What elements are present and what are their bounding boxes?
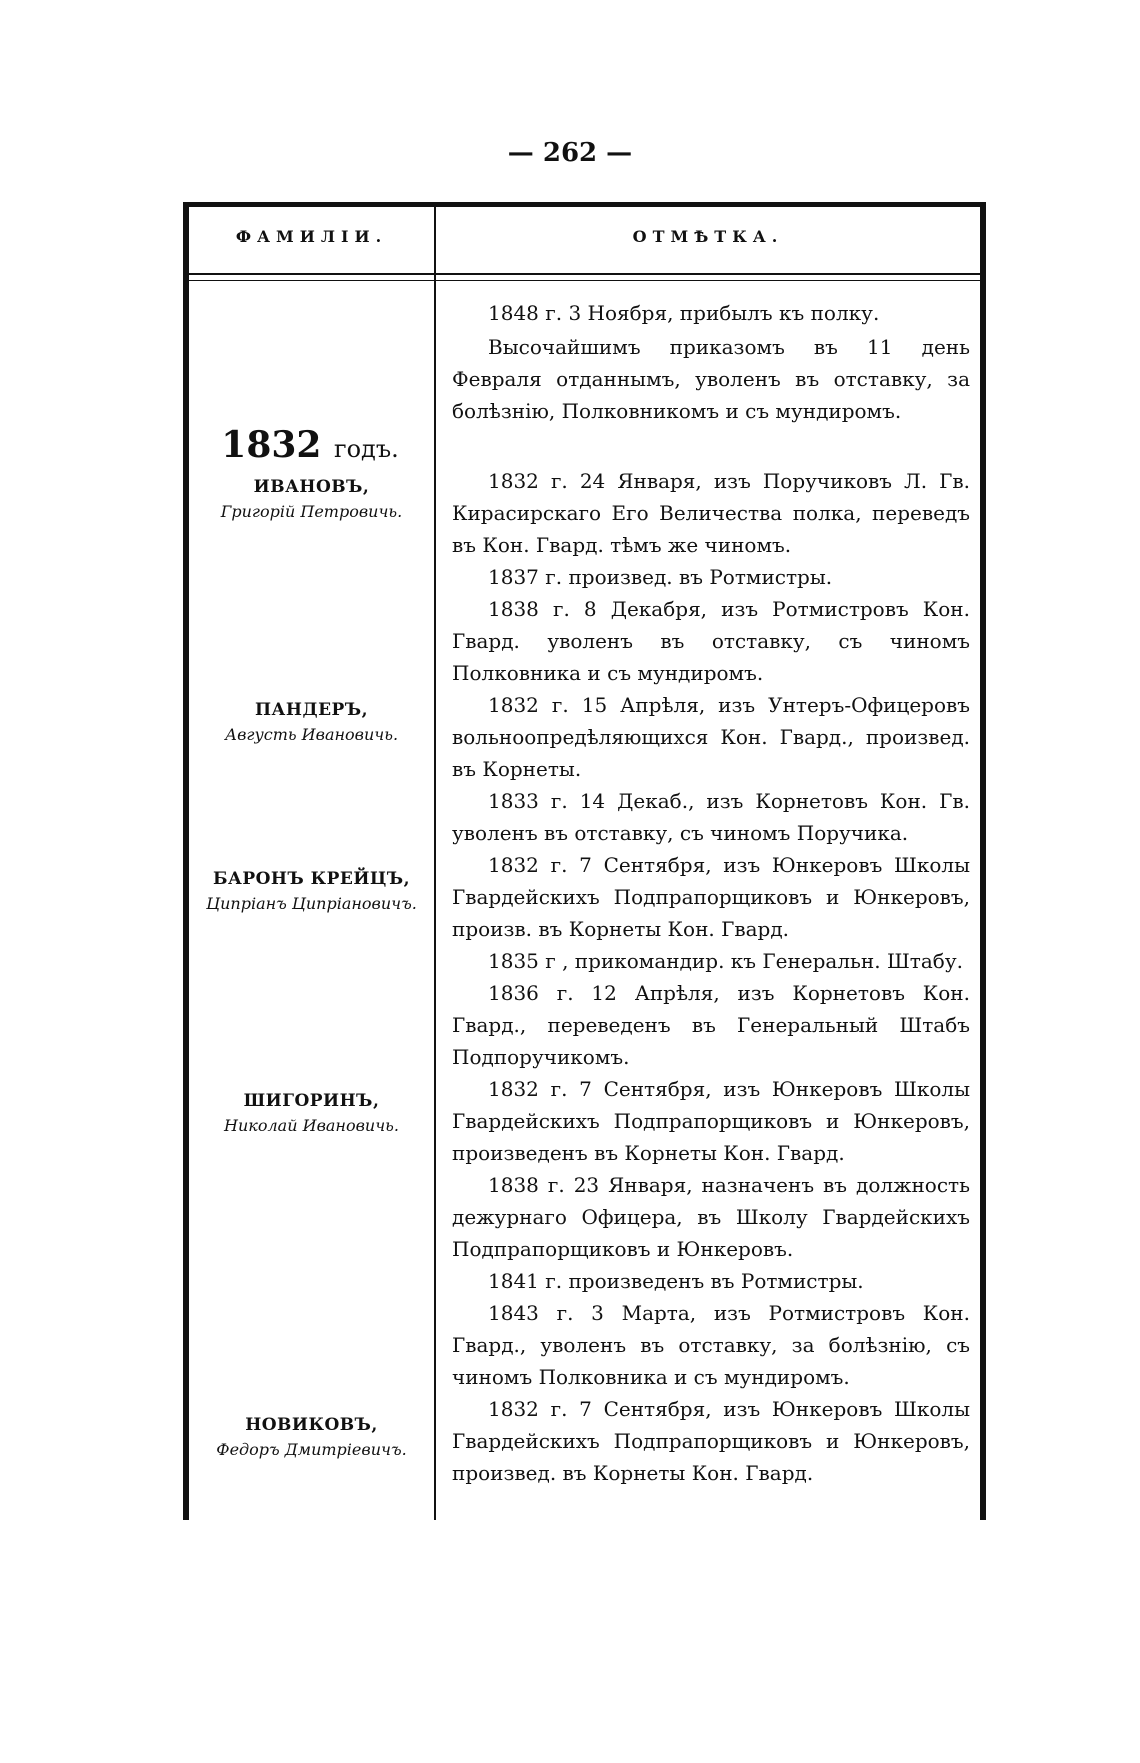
person-entry xyxy=(189,1412,434,1462)
table-frame-top xyxy=(183,202,985,207)
note-entry: 1848 г. 3 Ноября, прибылъ къ полку. xyxy=(488,301,880,325)
person-entry xyxy=(189,697,434,747)
person-surname: ПАНДЕРЪ, xyxy=(255,700,368,720)
person-given-name: Григорій Петровичь. xyxy=(220,502,403,521)
person-entry xyxy=(189,1088,434,1138)
person-given-name: Августь Ивановичь. xyxy=(224,725,399,744)
note-entry: Высочайшимъ приказомъ въ 11 день Февраля отданнымъ, уволенъ въ отставку, за болѣзнію, Полковникомъ и съ мундиромъ. xyxy=(452,335,970,423)
note-entry: 1832 г. 15 Апрѣля, изъ Унтеръ-Офицеровъ вольноопредѣляющихся Кон. Гвард., произвед. въ Корнеты. xyxy=(452,693,970,781)
note-entry: 1832 г. 7 Сентября, изъ Юнкеровъ Школы Гвардейскихъ Подпрапорщиковъ и Юнкеровъ, произведенъ въ Корнеты Кон. Гвард. xyxy=(452,1077,970,1165)
year-heading xyxy=(195,425,425,469)
note-entry: 1835 г , прикомандир. къ Генеральн. Штабу. xyxy=(488,949,963,973)
person-surname: БАРОНЪ КРЕЙЦЪ, xyxy=(212,869,411,889)
person-surname: ИВАНОВЪ, xyxy=(253,477,370,497)
note-entry: 1832 г. 7 Сентября, изъ Юнкеровъ Школы Гвардейскихъ Подпрапорщиковъ и Юнкеровъ, произв. въ Корнеты Кон. Гвард. xyxy=(452,853,970,941)
header-rule xyxy=(189,273,980,275)
note-entry: 1843 г. 3 Марта, изъ Ротмистровъ Кон. Гвард., уволенъ въ отставку, за болѣзнію, съ чиномъ Полковника и съ мундиромъ. xyxy=(452,1301,970,1389)
column-divider xyxy=(434,207,436,1520)
person-given-name: Ципріанъ Ципріановичъ. xyxy=(206,894,417,913)
person-given-name: Николай Ивановичь. xyxy=(224,1116,399,1135)
note-entry: 1836 г. 12 Апрѣля, изъ Корнетовъ Кон. Гвард., переведенъ въ Генеральный Штабъ Подпоручикомъ. xyxy=(452,981,970,1069)
person-given-name: Федоръ Дмитріевичъ. xyxy=(216,1440,407,1459)
person-surname: НОВИКОВЪ, xyxy=(245,1415,378,1435)
year-word: годъ. xyxy=(334,435,399,463)
person-entry xyxy=(189,866,434,916)
table-frame-right xyxy=(980,202,986,1520)
person-entry xyxy=(189,474,434,524)
year-number: 1832 xyxy=(221,424,322,466)
note-entry: 1837 г. произвед. въ Ротмистры. xyxy=(488,565,833,589)
person-surname: ШИГОРИНЪ, xyxy=(243,1091,380,1111)
note-entry: 1838 г. 23 Января, назначенъ въ должность дежурнаго Офицера, въ Школу Гвардейскихъ Подпрапорщиковъ и Юнкеровъ. xyxy=(452,1173,970,1261)
note-entry: 1838 г. 8 Декабря, изъ Ротмистровъ Кон. Гвард. уволенъ въ отставку, съ чиномъ Полковника и съ мундиромъ. xyxy=(452,597,970,685)
header-rule-thin xyxy=(189,280,980,281)
note-entry: 1841 г. произведенъ въ Ротмистры. xyxy=(488,1269,864,1293)
note-entry: 1833 г. 14 Декаб., изъ Корнетовъ Кон. Гв. уволенъ въ отставку, съ чиномъ Поручика. xyxy=(452,789,970,845)
notes-column-header: ОТМѢТКА. xyxy=(632,227,784,246)
names-column-header: ФАМИЛІИ. xyxy=(235,227,388,246)
page-number: — 262 — xyxy=(507,138,633,168)
note-entry: 1832 г. 7 Сентября, изъ Юнкеровъ Школы Гвардейскихъ Подпрапорщиковъ и Юнкеровъ, произвед. въ Корнеты Кон. Гвард. xyxy=(452,1397,970,1485)
note-entry: 1832 г. 24 Января, изъ Поручиковъ Л. Гв. Кирасирскаго Его Величества полка, переведъ въ Кон. Гвард. тѣмъ же чиномъ. xyxy=(452,469,970,557)
table-frame-left xyxy=(183,202,189,1520)
